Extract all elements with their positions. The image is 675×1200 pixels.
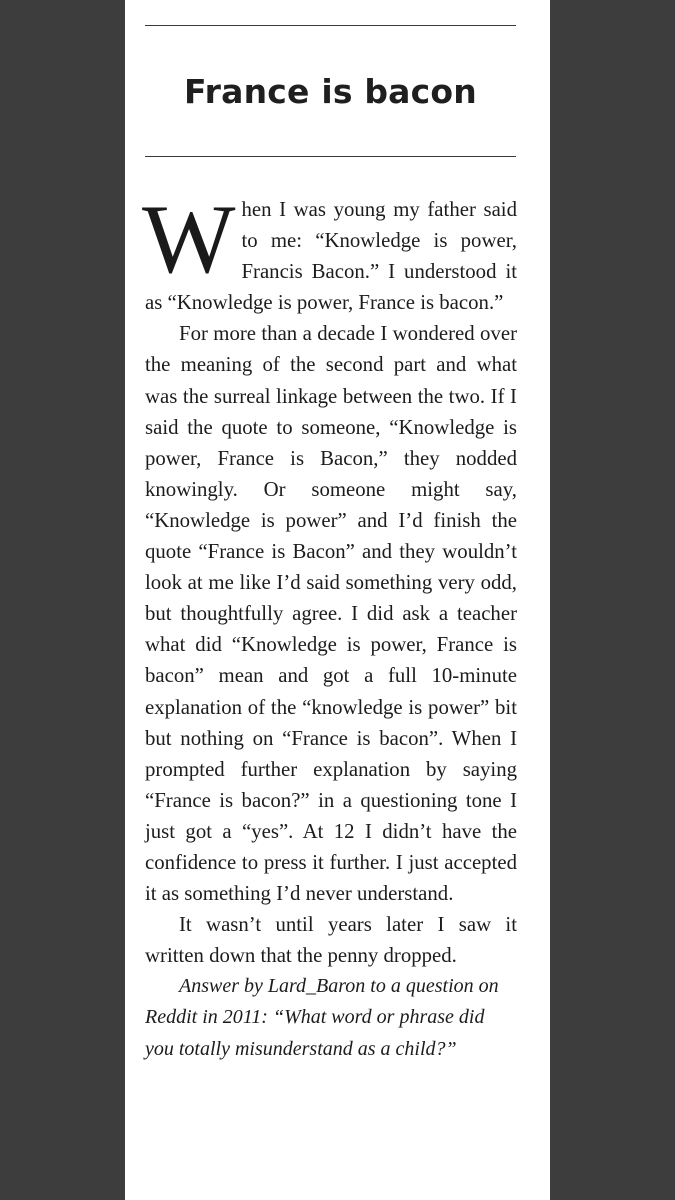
drop-cap: W [142,185,236,294]
article-body [142,185,517,1065]
article-paragraph-1 [142,185,517,318]
top-divider [145,25,516,26]
paragraph-1-text: hen I was young my father said to me: “Knowledge is power, Francis Bacon.” I understood it as “Knowledge is power, France is bacon.” [145,198,517,315]
article-byline: Answer by Lard_Baron to a question on Reddit in 2011: “What word or phrase did you totally misunderstand as a child?” [145,975,499,1060]
article-paragraph-3: It wasn’t until years later I saw it written down that the penny dropped. [145,913,517,968]
article-paragraph-2: For more than a decade I wondered over the meaning of the second part and what was the surreal linkage between the two. If I said the quote to someone, “Knowledge is power, France is Bacon,” they nodded knowingly. Or someone might say, “Knowledge is power” and I’d finish the quote “France is Bacon” and they wouldn’t look at me like I’d said something very odd, but thoughtfully agree. I did ask a teacher what did “Knowledge is power, France is bacon” mean and got a full 10-minute explanation of the “knowledge is power” bit but nothing on “France is bacon”. When I prompted further explanation by saying “France is bacon?” in a questioning tone I just got a “yes”. At 12 I didn’t have the confidence to press it further. I just accepted it as something I’d never understand. [145,322,517,906]
bottom-divider [145,156,516,157]
article-headline: France is bacon [184,72,477,111]
magazine-page [125,0,550,1200]
